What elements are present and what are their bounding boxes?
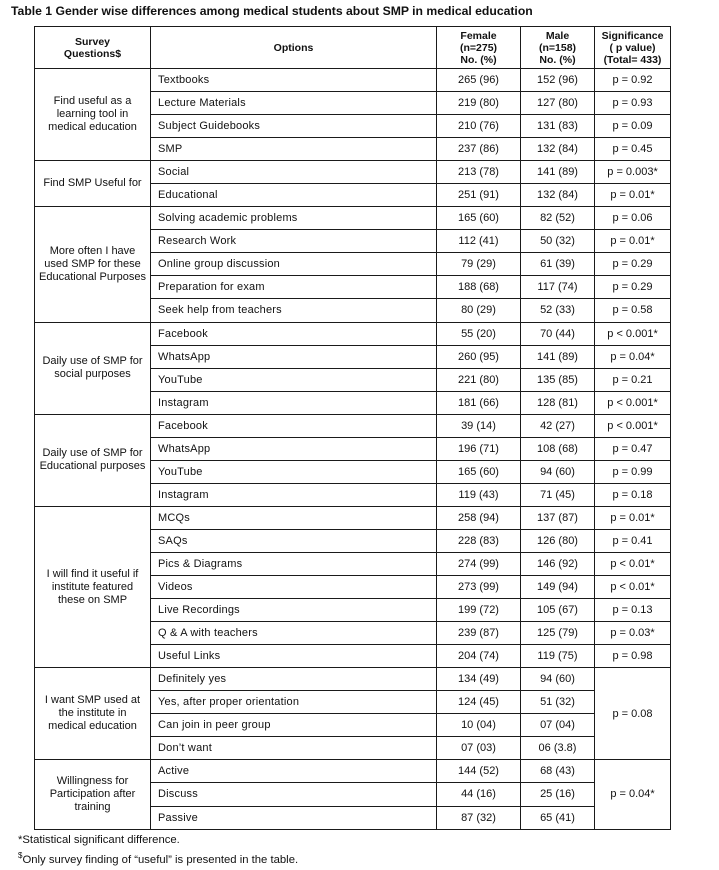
female-value-cell: 213 (78) [437,161,521,184]
male-value-cell: 51 (32) [521,691,595,714]
significance-cell: p = 0.47 [595,437,671,460]
female-value-cell: 196 (71) [437,437,521,460]
female-value-cell: 134 (49) [437,668,521,691]
male-value-cell: 94 (60) [521,668,595,691]
footnote-significance: *Statistical significant difference. [18,834,180,846]
male-value-cell: 125 (79) [521,622,595,645]
option-cell: Instagram [151,483,437,506]
male-value-cell: 137 (87) [521,506,595,529]
male-value-cell: 07 (04) [521,714,595,737]
significance-cell: p = 0.29 [595,276,671,299]
male-value-cell: 82 (52) [521,207,595,230]
table-row [35,69,671,92]
table-row [35,760,671,783]
male-value-cell: 108 (68) [521,437,595,460]
female-value-cell: 204 (74) [437,645,521,668]
option-cell: Social [151,161,437,184]
female-value-cell: 79 (29) [437,253,521,276]
significance-cell: p = 0.04* [595,345,671,368]
survey-question-cell: Find SMP Useful for [35,161,151,207]
header-survey-questions: Survey Questions$ [35,27,151,69]
female-value-cell: 165 (60) [437,207,521,230]
survey-question-cell: More often I have used SMP for these Educational Purposes [35,207,151,322]
male-value-cell: 126 (80) [521,529,595,552]
option-cell: Can join in peer group [151,714,437,737]
male-value-cell: 131 (83) [521,115,595,138]
male-value-cell: 141 (89) [521,345,595,368]
option-cell: Subject Guidebooks [151,115,437,138]
option-cell: Facebook [151,414,437,437]
option-cell: Educational [151,184,437,207]
female-value-cell: 144 (52) [437,760,521,783]
significance-cell: p = 0.18 [595,483,671,506]
male-value-cell: 71 (45) [521,483,595,506]
male-value-cell: 149 (94) [521,576,595,599]
male-value-cell: 132 (84) [521,184,595,207]
survey-question-cell: Daily use of SMP for Educational purposes [35,414,151,506]
option-cell: Instagram [151,391,437,414]
female-value-cell: 260 (95) [437,345,521,368]
female-value-cell: 188 (68) [437,276,521,299]
header-female: Female (n=275) No. (%) [437,27,521,69]
option-cell: Don’t want [151,737,437,760]
female-value-cell: 219 (80) [437,92,521,115]
option-cell: SMP [151,138,437,161]
female-value-cell: 228 (83) [437,529,521,552]
option-cell: Seek help from teachers [151,299,437,322]
significance-cell: p < 0.01* [595,552,671,575]
significance-cell: p = 0.29 [595,253,671,276]
table-body [35,69,671,830]
male-value-cell: 135 (85) [521,368,595,391]
table-caption: Table 1 Gender wise differences among medical students about SMP in medical education [11,4,533,18]
option-cell: YouTube [151,460,437,483]
option-cell: Solving academic problems [151,207,437,230]
male-value-cell: 68 (43) [521,760,595,783]
significance-cell: p = 0.09 [595,115,671,138]
female-value-cell: 119 (43) [437,483,521,506]
significance-cell: p = 0.03* [595,622,671,645]
male-value-cell: 70 (44) [521,322,595,345]
footnote-useful: $Only survey finding of “useful” is presented in the table. [18,851,299,866]
survey-question-cell: I will find it useful if institute featured these on SMP [35,506,151,667]
female-value-cell: 239 (87) [437,622,521,645]
significance-cell: p = 0.01* [595,506,671,529]
option-cell: Discuss [151,783,437,806]
male-value-cell: 132 (84) [521,138,595,161]
female-value-cell: 165 (60) [437,460,521,483]
significance-cell: p = 0.92 [595,69,671,92]
female-value-cell: 258 (94) [437,506,521,529]
option-cell: WhatsApp [151,437,437,460]
male-value-cell: 50 (32) [521,230,595,253]
option-cell: Facebook [151,322,437,345]
female-value-cell: 80 (29) [437,299,521,322]
option-cell: Yes, after proper orientation [151,691,437,714]
female-value-cell: 221 (80) [437,368,521,391]
survey-question-cell: I want SMP used at the institute in medical education [35,668,151,760]
significance-cell: p = 0.04* [595,760,671,829]
significance-cell: p = 0.13 [595,599,671,622]
male-value-cell: 25 (16) [521,783,595,806]
female-value-cell: 181 (66) [437,391,521,414]
option-cell: Lecture Materials [151,92,437,115]
female-value-cell: 07 (03) [437,737,521,760]
option-cell: Active [151,760,437,783]
table-row [35,207,671,230]
significance-cell: p = 0.08 [595,668,671,760]
option-cell: Q & A with teachers [151,622,437,645]
option-cell: YouTube [151,368,437,391]
table-row [35,668,671,691]
female-value-cell: 265 (96) [437,69,521,92]
significance-cell: p = 0.99 [595,460,671,483]
significance-cell: p = 0.45 [595,138,671,161]
option-cell: Live Recordings [151,599,437,622]
male-value-cell: 152 (96) [521,69,595,92]
significance-cell: p = 0.93 [595,92,671,115]
option-cell: MCQs [151,506,437,529]
header-male: Male (n=158) No. (%) [521,27,595,69]
significance-cell: p = 0.98 [595,645,671,668]
male-value-cell: 146 (92) [521,552,595,575]
male-value-cell: 117 (74) [521,276,595,299]
table-row [35,161,671,184]
female-value-cell: 210 (76) [437,115,521,138]
female-value-cell: 273 (99) [437,576,521,599]
male-value-cell: 52 (33) [521,299,595,322]
header-options: Options [151,27,437,69]
male-value-cell: 127 (80) [521,92,595,115]
option-cell: Pics & Diagrams [151,552,437,575]
option-cell: Definitely yes [151,668,437,691]
significance-cell: p < 0.001* [595,391,671,414]
male-value-cell: 61 (39) [521,253,595,276]
significance-cell: p = 0.003* [595,161,671,184]
female-value-cell: 44 (16) [437,783,521,806]
male-value-cell: 105 (67) [521,599,595,622]
male-value-cell: 128 (81) [521,391,595,414]
table-row [35,506,671,529]
female-value-cell: 237 (86) [437,138,521,161]
male-value-cell: 65 (41) [521,806,595,829]
female-value-cell: 199 (72) [437,599,521,622]
table-row [35,414,671,437]
male-value-cell: 141 (89) [521,161,595,184]
significance-cell: p = 0.01* [595,230,671,253]
option-cell: Preparation for exam [151,276,437,299]
female-value-cell: 10 (04) [437,714,521,737]
survey-question-cell: Daily use of SMP for social purposes [35,322,151,414]
male-value-cell: 06 (3.8) [521,737,595,760]
option-cell: Videos [151,576,437,599]
female-value-cell: 251 (91) [437,184,521,207]
option-cell: WhatsApp [151,345,437,368]
header-row [35,27,671,69]
female-value-cell: 39 (14) [437,414,521,437]
significance-cell: p = 0.21 [595,368,671,391]
table-row [35,322,671,345]
significance-cell: p < 0.001* [595,322,671,345]
female-value-cell: 112 (41) [437,230,521,253]
female-value-cell: 55 (20) [437,322,521,345]
significance-cell: p < 0.001* [595,414,671,437]
option-cell: Research Work [151,230,437,253]
male-value-cell: 94 (60) [521,460,595,483]
male-value-cell: 42 (27) [521,414,595,437]
option-cell: SAQs [151,529,437,552]
survey-question-cell: Willingness for Participation after training [35,760,151,829]
option-cell: Useful Links [151,645,437,668]
significance-cell: p < 0.01* [595,576,671,599]
header-significance: Significance ( p value) (Total= 433) [595,27,671,69]
option-cell: Textbooks [151,69,437,92]
female-value-cell: 274 (99) [437,552,521,575]
option-cell: Passive [151,806,437,829]
significance-cell: p = 0.06 [595,207,671,230]
footnotes [18,832,298,868]
significance-cell: p = 0.58 [595,299,671,322]
female-value-cell: 124 (45) [437,691,521,714]
female-value-cell: 87 (32) [437,806,521,829]
option-cell: Online group discussion [151,253,437,276]
survey-question-cell: Find useful as a learning tool in medical education [35,69,151,161]
male-value-cell: 119 (75) [521,645,595,668]
significance-cell: p = 0.01* [595,184,671,207]
significance-cell: p = 0.41 [595,529,671,552]
results-table [34,26,671,830]
